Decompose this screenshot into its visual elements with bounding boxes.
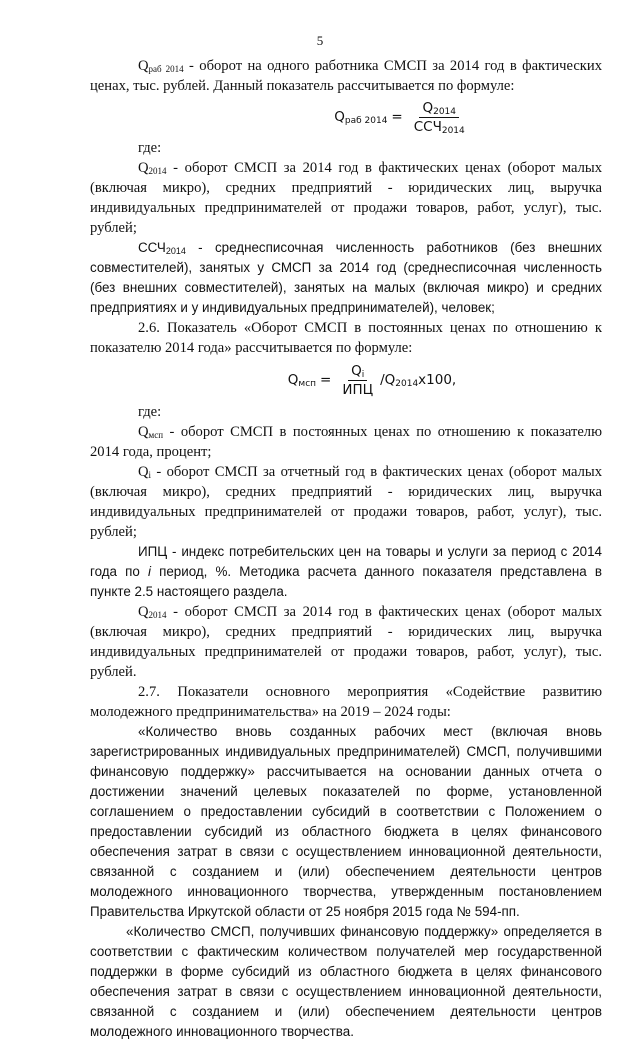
formula-equals: = <box>391 109 403 125</box>
paragraph-new-jobs: «Количество вновь созданных рабочих мест (включая вновь зарегистрированных индивидуальных предпринимателей) СМСП, получившими финансовую поддержку» рассчитывается на основании данных отчета о достижении значений целевых показателей по форме, установленной соглашением о предоставлении субсидий в соответствии с Положением о предоставлении субсидий из областного бюджета в целях финансового обеспечения затрат в связи с осуществлением инновационной деятельности, связанной с созданием и (или) обеспечением деятельности центров молодежного инновационного творчества, утвержденным постановлением Правительства Иркутской области от 25 ноября 2015 года № 594-пп. <box>90 724 602 919</box>
formula-lhs: $Q_{мсп}$ <box>287 372 317 389</box>
definition-q2014-repeat: $Q_{2014}$ - оборот СМСП за 2014 год в фактических ценах (оборот малых (включая микро), средних предприятий - юридических лиц, выручка индивидуальных предпринимателей от продажи товаров, работ, услуг), тыс. рублей. <box>90 604 602 680</box>
page-number: 5 <box>316 33 324 48</box>
paragraph-smsp-count: «Количество СМСП, получивших финансовую поддержку» определяется в соответствии с фактическим количеством получателей мер государственной поддержки в форме субсидий из областного бюджета в целях финансового обеспечения затрат в связи с осуществлением инновационной деятельности, связанной с созданием и (или) обеспечением деятельности центров молодежного инновационного творчества. <box>90 924 602 1039</box>
where-label: где: <box>138 140 162 156</box>
formula-tail: $/Q_{2014}x100$, <box>380 372 457 389</box>
symbol-q: Q <box>138 58 149 74</box>
section-2-7: 2.7. Показатели основного мероприятия «Содействие развитию молодежного предпринимательства» на 2019 – 2024 годы: <box>90 684 602 720</box>
fraction-numerator: $Q_{2014}$ <box>419 100 459 118</box>
definition-ipc: ИПЦ - индекс потребительских цен на товары и услуги за период с 2014 года по i период, %. Методика расчета данного показателя представлена в пункте 2.5 настоящего раздела. <box>90 544 602 599</box>
definition-ssch: $ССЧ_{2014}$ - среднесписочная численность работников (без внешних совместителей), занятых у СМСП за 2014 год (среднесписочная численность (без внешних совместителей), занятых на малых (включая микро) и средних предприятиях и у индивидуальных предпринимателей), человек; <box>90 240 602 315</box>
formula-fraction <box>339 363 376 398</box>
definition-q-msp: $Q_{мсп}$ - оборот СМСП в постоянных ценах по отношению к показателю 2014 года, процент; <box>90 424 602 460</box>
document-body <box>90 56 602 1042</box>
fraction-numerator: $Q_i$ <box>348 363 367 381</box>
formula-lhs: $Q_{раб 2014}$ <box>334 109 388 126</box>
where-label: где: <box>138 404 162 420</box>
formula-equals: = <box>320 372 332 388</box>
definition-qi: $Q_i$ - оборот СМСП за отчетный год в фактических ценах (оборот малых (включая микро), средних предприятий - юридических лиц, выручка индивидуальных предпринимателей от продажи товаров, работ, услуг), тыс. рублей; <box>90 464 602 540</box>
section-2-6: 2.6. Показатель «Оборот СМСП в постоянных ценах по отношению к показателю 2014 года» рассчитывается по формуле: <box>90 320 602 356</box>
formula-fraction <box>411 100 468 135</box>
formula-q-msp <box>142 358 602 402</box>
paragraph-q-rab <box>90 56 602 96</box>
definition-q2014: $Q_{2014}$ - оборот СМСП за 2014 год в фактических ценах (оборот малых (включая микро), средних предприятий - юридических лиц, выручка индивидуальных предпринимателей от продажи товаров, работ, услуг), тыс. рублей; <box>90 160 602 236</box>
formula-q-rab <box>204 96 602 138</box>
symbol-q-sub: раб 2014 <box>148 64 184 74</box>
fraction-denominator: $ССЧ_{2014}$ <box>413 118 465 136</box>
fraction-denominator: ИПЦ <box>342 381 374 398</box>
paragraph-text: - оборот на одного работника СМСП за 2014 год в фактических ценах, тыс. рублей. Данный показатель рассчитывается по формуле: <box>90 58 603 94</box>
